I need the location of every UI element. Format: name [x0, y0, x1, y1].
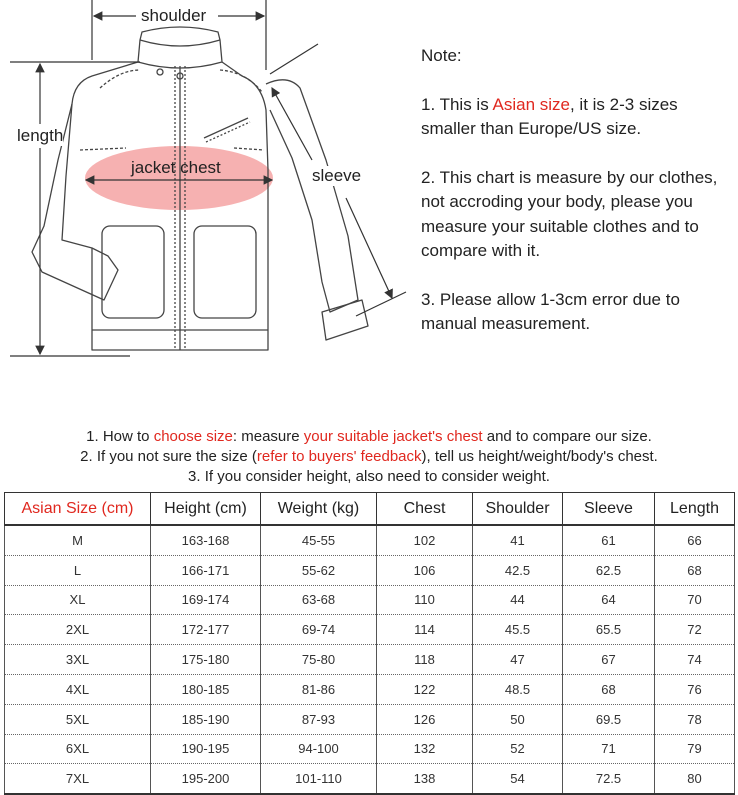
- table-cell: XL: [5, 585, 151, 615]
- table-cell: 72: [655, 615, 735, 645]
- table-cell: 172-177: [151, 615, 261, 645]
- table-cell: 71: [563, 734, 655, 764]
- table-header-row: [5, 493, 735, 526]
- header-weight: Weight (kg): [261, 493, 377, 526]
- table-cell: 65.5: [563, 615, 655, 645]
- table-cell: 69.5: [563, 704, 655, 734]
- instruction-highlight: refer to buyers' feedback: [256, 448, 422, 465]
- table-row: [5, 585, 735, 615]
- sleeve-label: sleeve: [312, 166, 362, 185]
- header-sleeve: Sleeve: [563, 493, 655, 526]
- table-cell: 163-168: [151, 525, 261, 555]
- table-cell: 61: [563, 525, 655, 555]
- table-cell: 75-80: [261, 645, 377, 675]
- table-cell: 67: [563, 645, 655, 675]
- table-row: [5, 764, 735, 794]
- size-instructions: [0, 427, 738, 487]
- table-cell: 70: [655, 585, 735, 615]
- table-cell: 81-86: [261, 674, 377, 704]
- note-item-2: 2. This chart is measure by our clothes, not accroding your body, please you measure your suitable clothes and to compare with it.: [421, 167, 718, 260]
- table-cell: 118: [377, 645, 473, 675]
- instruction-line-3: 3. If you consider height, also need to consider weight.: [188, 468, 550, 485]
- table-row: [5, 704, 735, 734]
- table-cell: 110: [377, 585, 473, 615]
- table-cell: 122: [377, 674, 473, 704]
- instruction-line-2: [0, 447, 738, 467]
- table-cell: 101-110: [261, 764, 377, 794]
- instruction-text: and to compare our size.: [482, 428, 652, 445]
- header-height: Height (cm): [151, 493, 261, 526]
- header-chest: Chest: [377, 493, 473, 526]
- table-cell: 48.5: [473, 674, 563, 704]
- table-cell: 45-55: [261, 525, 377, 555]
- length-label: length: [17, 126, 64, 145]
- asian-size-highlight: Asian size: [492, 94, 570, 114]
- table-cell: 190-195: [151, 734, 261, 764]
- table-body: [5, 525, 735, 794]
- table-cell: 185-190: [151, 704, 261, 734]
- table-cell: 195-200: [151, 764, 261, 794]
- instruction-text: : measure: [232, 428, 304, 445]
- table-cell: M: [5, 525, 151, 555]
- table-cell: 114: [377, 615, 473, 645]
- table-row: [5, 615, 735, 645]
- table-cell: 132: [377, 734, 473, 764]
- table-cell: 87-93: [261, 704, 377, 734]
- table-cell: 55-62: [261, 555, 377, 585]
- table-cell: L: [5, 555, 151, 585]
- table-cell: 45.5: [473, 615, 563, 645]
- table-cell: 44: [473, 585, 563, 615]
- table-cell: 68: [563, 674, 655, 704]
- table-cell: 54: [473, 764, 563, 794]
- table-cell: 52: [473, 734, 563, 764]
- table-cell: 47: [473, 645, 563, 675]
- table-cell: 69-74: [261, 615, 377, 645]
- table-cell: 50: [473, 704, 563, 734]
- note-panel: [421, 44, 731, 361]
- header-length: Length: [655, 493, 735, 526]
- table-cell: 138: [377, 764, 473, 794]
- table-cell: 5XL: [5, 704, 151, 734]
- table-cell: 126: [377, 704, 473, 734]
- note-item-1-suffix: , it is 2-3 sizes smaller than Europe/US size.: [421, 94, 678, 138]
- table-cell: 169-174: [151, 585, 261, 615]
- table-cell: 78: [655, 704, 735, 734]
- header-shoulder: Shoulder: [473, 493, 563, 526]
- note-item-3: 3. Please allow 1-3cm error due to manual measurement.: [421, 289, 680, 333]
- instruction-text: 2. If you not sure the size (: [80, 448, 257, 465]
- table-cell: 2XL: [5, 615, 151, 645]
- instruction-line-1: [0, 427, 738, 447]
- instruction-highlight: choose size: [153, 428, 233, 445]
- instruction-highlight: your suitable jacket's chest: [303, 428, 483, 445]
- table-cell: 64: [563, 585, 655, 615]
- table-cell: 68: [655, 555, 735, 585]
- note-item-1-prefix: 1. This is: [421, 94, 493, 114]
- chest-highlight: [85, 146, 273, 210]
- table-cell: 80: [655, 764, 735, 794]
- table-cell: 76: [655, 674, 735, 704]
- table-cell: 62.5: [563, 555, 655, 585]
- header-asian-size: Asian Size (cm): [5, 493, 151, 526]
- table-cell: 166-171: [151, 555, 261, 585]
- size-table: [4, 492, 735, 795]
- note-item-1: [421, 93, 731, 142]
- table-cell: 41: [473, 525, 563, 555]
- table-row: [5, 525, 735, 555]
- table-cell: 102: [377, 525, 473, 555]
- table-cell: 7XL: [5, 764, 151, 794]
- instruction-text: ), tell us height/weight/body's chest.: [421, 448, 658, 465]
- table-cell: 63-68: [261, 585, 377, 615]
- table-row: [5, 645, 735, 675]
- jacket-diagram: [0, 0, 410, 370]
- table-cell: 72.5: [563, 764, 655, 794]
- table-cell: 3XL: [5, 645, 151, 675]
- shoulder-label: shoulder: [138, 6, 209, 26]
- note-title: Note:: [421, 46, 462, 65]
- table-cell: 79: [655, 734, 735, 764]
- chest-label: jacket chest: [131, 158, 221, 177]
- table-cell: 175-180: [151, 645, 261, 675]
- table-cell: 66: [655, 525, 735, 555]
- table-cell: 94-100: [261, 734, 377, 764]
- table-cell: 6XL: [5, 734, 151, 764]
- table-cell: 74: [655, 645, 735, 675]
- table-row: [5, 555, 735, 585]
- table-cell: 4XL: [5, 674, 151, 704]
- table-cell: 106: [377, 555, 473, 585]
- table-cell: 42.5: [473, 555, 563, 585]
- table-cell: 180-185: [151, 674, 261, 704]
- table-row: [5, 674, 735, 704]
- table-row: [5, 734, 735, 764]
- instruction-text: 1. How to: [86, 428, 154, 445]
